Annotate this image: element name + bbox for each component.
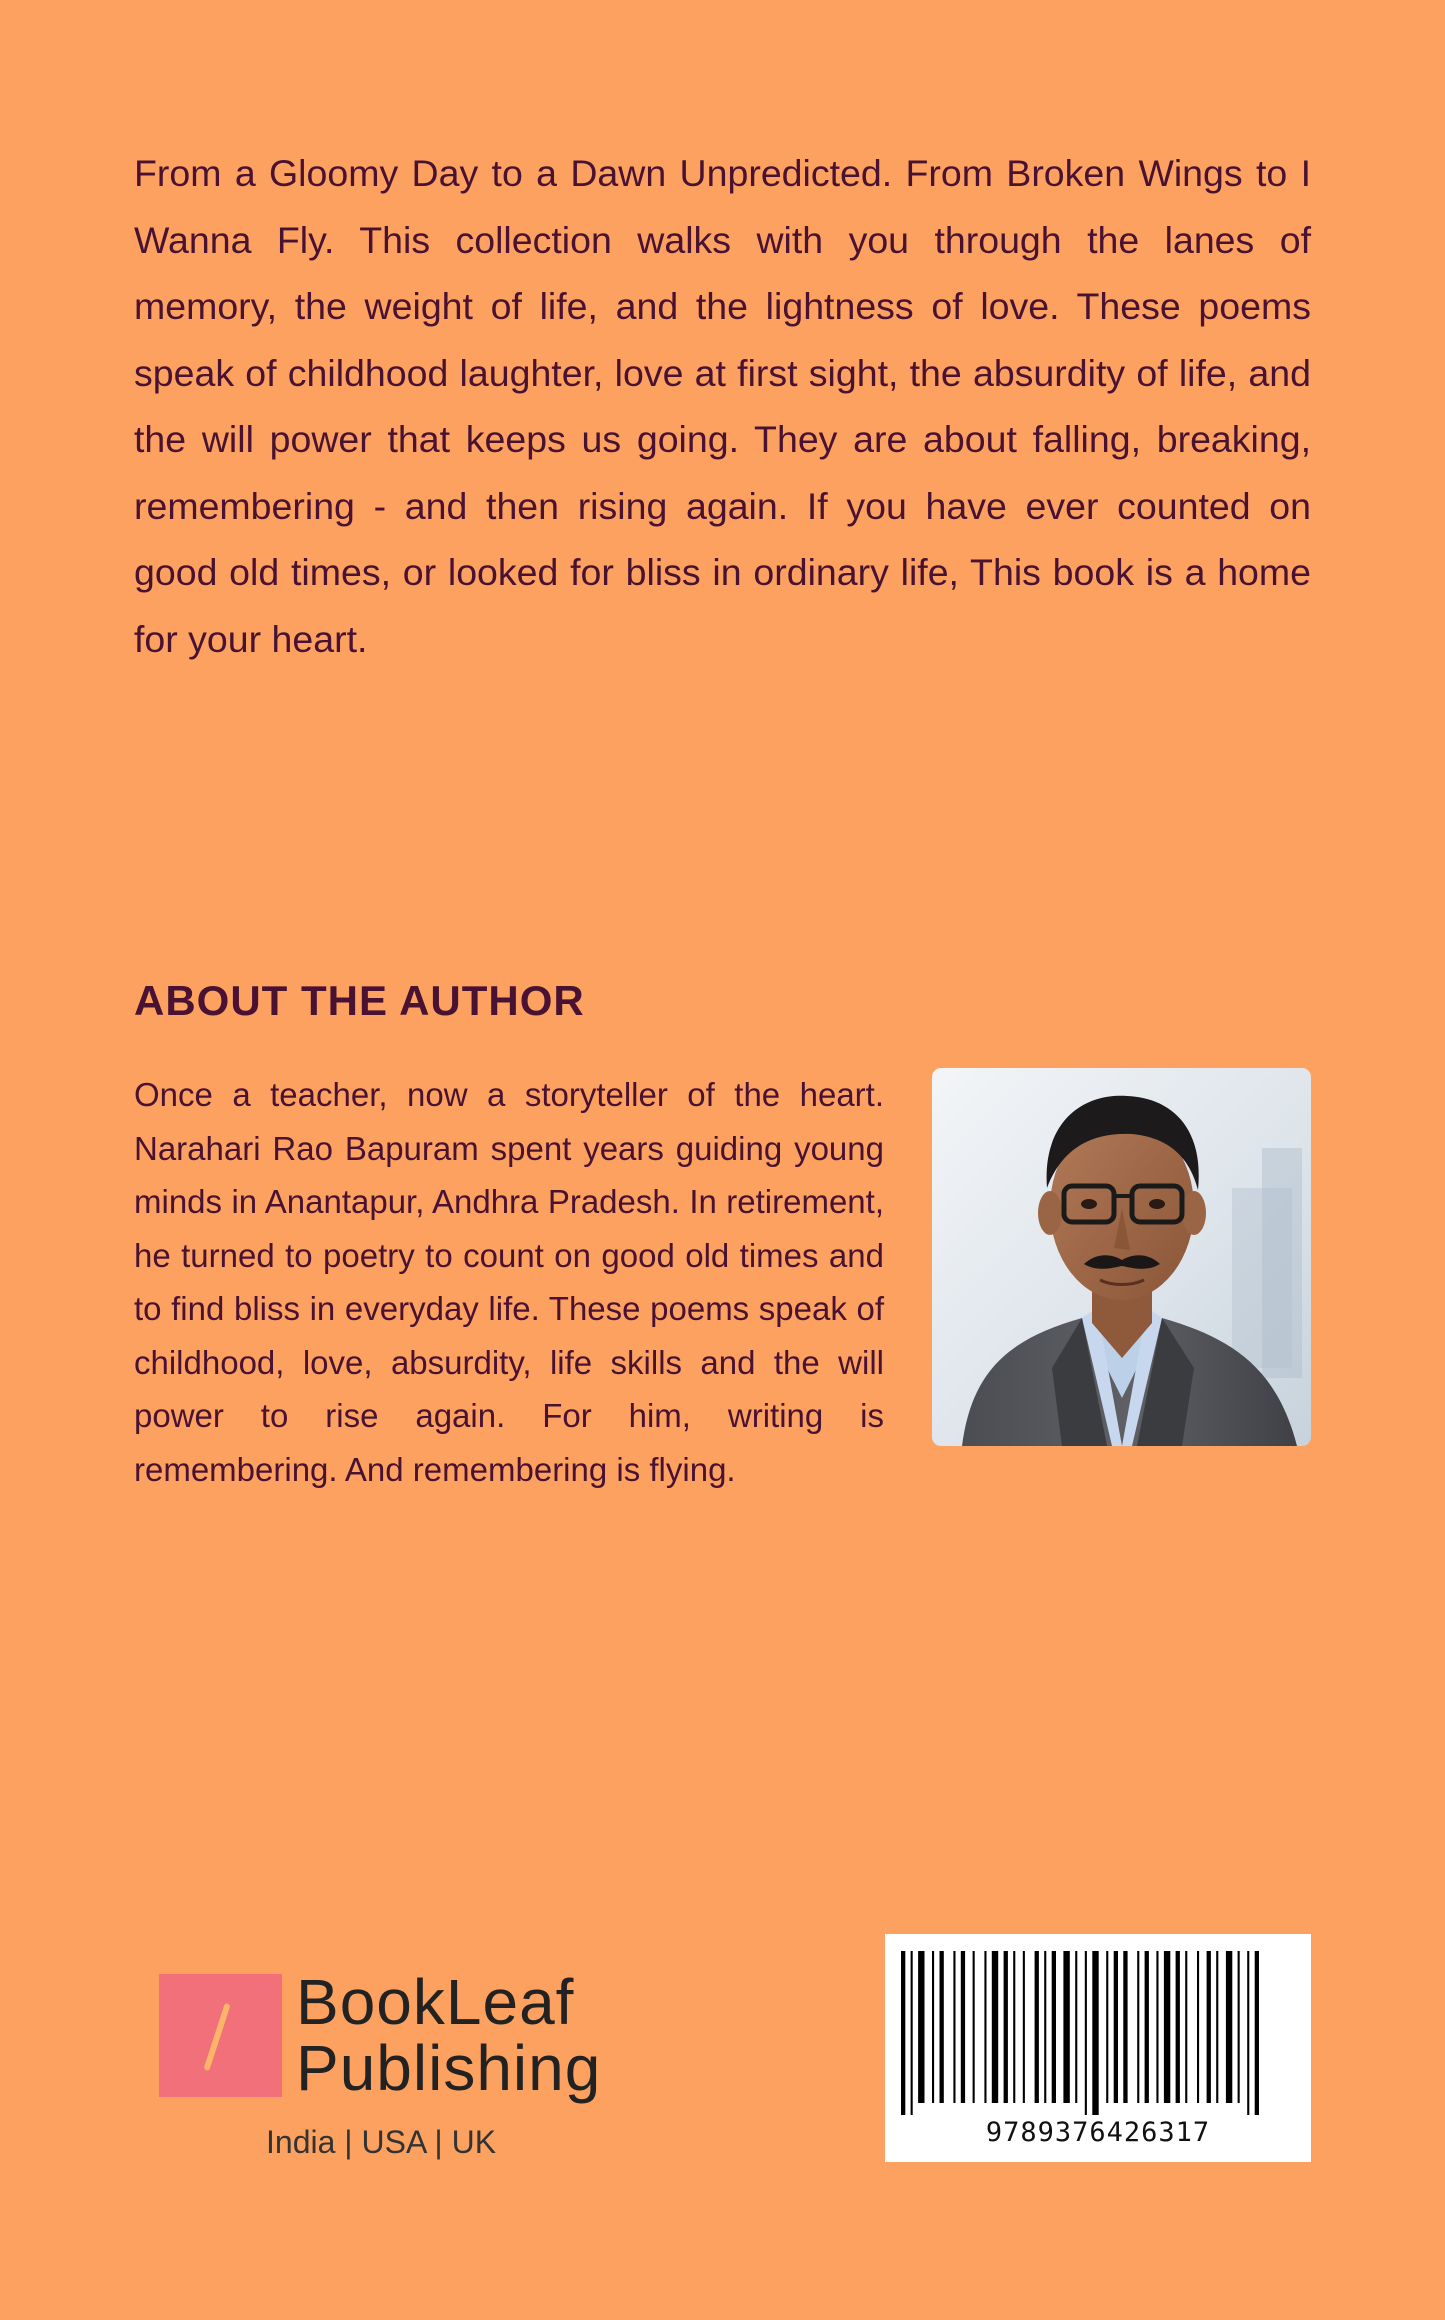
book-blurb: From a Gloomy Day to a Dawn Unpredicted. From Broken Wings to I Wanna Fly. This collection walks with you through the lanes of memory, the weight of life, and the lightness of love. These poems speak of childhood laughter, love at first sight, the absurdity of life, and the will power that keeps us going. They are about falling, breaking, remembering - and then rising again. If you have ever counted on good old times, or looked for bliss in ordinary life, This book is a home for your heart. — [134, 152, 1311, 660]
barcode-bar — [973, 1951, 975, 2103]
barcode-bar — [1137, 1951, 1139, 2103]
barcode-bar — [1106, 1951, 1108, 2103]
barcode-bar — [1164, 1951, 1170, 2103]
publisher-regions: India | USA | UK — [266, 2124, 497, 2160]
barcode-bar — [1092, 1951, 1098, 2115]
barcode-bar — [1035, 1951, 1039, 2103]
barcode-bar — [1207, 1951, 1211, 2103]
bookleaf-logo-icon — [159, 1974, 282, 2097]
barcode-bar — [1023, 1951, 1025, 2103]
publisher-logo — [159, 1966, 609, 2170]
barcode-bar — [1226, 1951, 1232, 2103]
barcode-bar — [1156, 1951, 1158, 2103]
barcode-bar — [932, 1951, 934, 2103]
author-bio: Once a teacher, now a storyteller of the heart. Narahari Rao Bapuram spent years guiding young minds in Anantapur, Andhra Pradesh. In retirement, he turned to poetry to count on good old times and to find bliss in everyday life. These poems speak of childhood, love, absurdity, life skills and the will power to rise again. For him, writing is remembering. And remembering is flying. — [134, 1076, 884, 1488]
barcode-bar — [1145, 1951, 1149, 2103]
barcode-bar — [1075, 1951, 1077, 2103]
barcode-bar — [1247, 1951, 1249, 2115]
barcode-bar — [1063, 1951, 1069, 2103]
about-author-heading: ABOUT THE AUTHOR — [134, 977, 585, 1024]
barcode-bar — [1123, 1951, 1127, 2103]
barcode-bar — [1114, 1951, 1118, 2103]
barcode-bar — [1044, 1951, 1046, 2103]
barcode-bar — [1238, 1951, 1240, 2103]
barcode-bar — [1197, 1951, 1199, 2103]
barcode-bar — [1185, 1951, 1187, 2103]
publisher-name-line1: BookLeaf — [296, 1966, 575, 2038]
barcode-bar — [1004, 1951, 1008, 2103]
barcode-bar — [918, 1951, 924, 2103]
barcode-icon — [901, 1951, 1295, 2115]
publisher-name-line2: Publishing — [296, 2032, 602, 2104]
barcode-bar — [1013, 1951, 1015, 2103]
barcode-bar — [1052, 1951, 1056, 2103]
barcode-bar — [901, 1951, 905, 2115]
barcode-bar — [984, 1951, 986, 2103]
author-photo — [932, 1068, 1311, 1446]
isbn-barcode — [885, 1934, 1311, 2162]
barcode-bar — [911, 1951, 913, 2115]
barcode-bar — [961, 1951, 965, 2103]
barcode-bar — [1255, 1951, 1259, 2115]
barcode-bar — [1085, 1951, 1087, 2115]
barcode-bar — [940, 1951, 944, 2103]
isbn-number: 9789376426317 — [985, 2117, 1211, 2148]
barcode-bar — [1176, 1951, 1180, 2103]
barcode-bar — [992, 1951, 998, 2103]
barcode-bar — [953, 1951, 955, 2103]
barcode-bar — [1216, 1951, 1218, 2103]
